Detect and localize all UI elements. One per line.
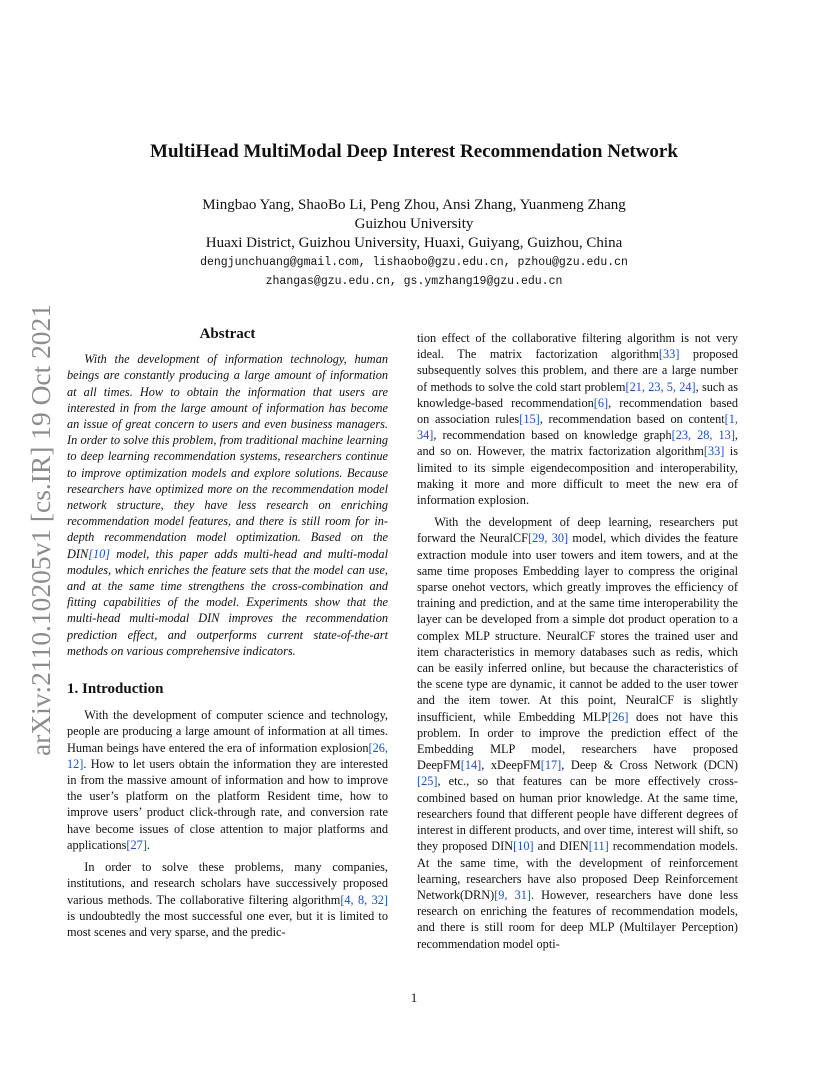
text-run: . However, researchers have done less research on enriching the features of recommendation models, and there is still room for deep MLP (Multilayer Perception) recommendation model opti- bbox=[417, 887, 738, 951]
citation-link[interactable]: [11] bbox=[588, 839, 609, 854]
author-affiliation: Guizhou University bbox=[354, 216, 474, 232]
page-number: 1 bbox=[410, 990, 418, 1005]
section-heading-introduction: 1. Introduction bbox=[67, 681, 164, 698]
author-block bbox=[60, 196, 768, 291]
author-emails-line-1: dengjunchuang@gmail.com, lishaobo@gzu.edu.cn, pzhou@gzu.edu.cn bbox=[200, 256, 628, 269]
abstract-text-part: With the development of information technology, human beings are constantly producing a large amount of information at all times. How to obtain the information that users are interested in from the large amount of information has become an issue of great concern to users and even business managers. In order to solve this problem, from traditional machine learning to deep learning recommendation systems, researchers continue to improve optimization models and explore solutions. Because researchers have optimized more on the recommendation model network structure, they have less research on enriching recommendation model features, and there is still room for in-depth recommendation model optimization. Based on the DIN bbox=[67, 352, 388, 561]
text-run: In order to solve these problems, many companies, institutions, and research scholars have successively proposed various methods. The collaborative filtering algorithm bbox=[67, 860, 388, 907]
abstract-heading: Abstract bbox=[199, 326, 256, 342]
citation-link[interactable]: [33] bbox=[658, 347, 680, 362]
text-run: , Deep & Cross Network (DCN) bbox=[561, 758, 739, 773]
right-column bbox=[417, 330, 738, 958]
text-run: is limited to its simple eigendecomposition and interoperability, making it more and more difficult to meet the new era of information explosion. bbox=[417, 444, 738, 508]
citation-link[interactable]: [26, 12] bbox=[67, 740, 388, 771]
paper-title: MultiHead MultiModal Deep Interest Recommendation Network bbox=[150, 141, 678, 162]
citation-link[interactable]: [25] bbox=[417, 774, 438, 789]
text-run: and DIEN bbox=[533, 839, 589, 854]
text-run: , xDeepFM bbox=[481, 758, 541, 773]
text-run: . How to let users obtain the information they are interested in from the massive amount of information and how to improve the user’s platform on the platform Resident time, how to improve users’ product click-through rate, and conversion rate have become issues of close attention to major platforms and applications bbox=[67, 756, 388, 852]
text-run: With the development of deep learning, researchers put forward the NeuralCF bbox=[417, 515, 738, 546]
citation-link[interactable]: [27] bbox=[126, 837, 147, 852]
text-run: is undoubtedly the most successful one ever, but it is limited to most scenes and very sparse, and the predic- bbox=[67, 908, 388, 939]
citation-link[interactable]: [17] bbox=[540, 758, 562, 773]
arxiv-identifier bbox=[16, 300, 64, 760]
text-run: With the development of computer science and technology, people are producing a large amount of information at all times. Human beings have entered the era of information explosion bbox=[67, 708, 388, 755]
citation-link[interactable]: [10] bbox=[88, 546, 111, 561]
text-run: , recommendation based on knowledge graph bbox=[433, 428, 672, 443]
citation-link[interactable]: [33] bbox=[703, 444, 725, 459]
author-names: Mingbao Yang, ShaoBo Li, Peng Zhou, Ansi Zhang, Yuanmeng Zhang bbox=[202, 197, 626, 213]
author-emails-line-2: zhangas@gzu.edu.cn, gs.ymzhang19@gzu.edu.cn bbox=[265, 275, 563, 288]
text-run: tion effect of the collaborative filtering algorithm is not very ideal. The matrix factorization algorithm bbox=[417, 331, 738, 362]
left-column bbox=[67, 326, 388, 946]
abstract-text-part: model, this paper adds multi-head and multi-modal modules, which enriches the feature sets that the model can use, and at the same time strengthens the cross-combination and fitting capabilities of the model. Experiments show that the multi-head multi-modal DIN improves the recommendation prediction effect, and outperforms current state-of-the-art methods on various comprehensive indicators. bbox=[67, 546, 388, 658]
text-run: proposed subsequently solves this problem, and there are a large number of methods to solve the cold start problem bbox=[417, 347, 739, 394]
text-run: , recommendation based on association rules bbox=[417, 395, 738, 427]
text-run: . bbox=[146, 837, 150, 852]
citation-link[interactable]: [23, 28, 13] bbox=[671, 428, 735, 443]
text-run: , etc., so that features can be more effectively cross-combined based on human prior knowledge. At the same time, researchers found that different people have different degrees of interest in different products, and over time, interest will shift, so they proposed DIN bbox=[417, 774, 738, 854]
citation-link[interactable]: [6] bbox=[593, 395, 609, 410]
text-run: does not have this problem. In order to improve the prediction effect of the Embedding MLP model, researchers have proposed DeepFM bbox=[417, 709, 739, 773]
citation-link[interactable]: [4, 8, 32] bbox=[340, 892, 388, 907]
abstract-text bbox=[67, 351, 388, 659]
citation-link[interactable]: [10] bbox=[513, 839, 534, 854]
text-run: , and so on. However, the matrix factorization algorithm bbox=[417, 428, 738, 459]
citation-link[interactable]: [21, 23, 5, 24] bbox=[625, 379, 696, 394]
citation-link[interactable]: [14] bbox=[460, 758, 482, 773]
citation-link[interactable]: [29, 30] bbox=[527, 531, 569, 546]
text-run: recommendation models. At the same time, with the development of reinforcement learning, researchers have also proposed Deep Reinforcement Network(DRN) bbox=[417, 839, 738, 902]
arxiv-identifier-text: arXiv:2110.10205v1 [cs.IR] 19 Oct 2021 bbox=[26, 311, 56, 756]
intro-paragraph-2 bbox=[67, 859, 388, 940]
citation-link[interactable]: [9, 31] bbox=[494, 887, 531, 902]
citation-link[interactable]: [15] bbox=[519, 412, 540, 427]
citation-link[interactable]: [26] bbox=[607, 709, 629, 724]
text-run: , such as knowledge-based recommendation bbox=[417, 379, 738, 410]
author-address: Huaxi District, Guizhou University, Huaxi, Guiyang, Guizhou, China bbox=[205, 235, 623, 251]
text-run: model, which divides the feature extraction module into user towers and item towers, and at the same time proposes Embedding layer to compress the original sparse onehot vectors, which greatly improves the efficiency of training and prediction, and at the same time interoperability the layer can be developed from a simple dot product operation to a complex MLP structure. NeuralCF stores the trained user and item characteristics in memory databases such as redis, which can be easily inferred online, but because the characteristics of the scene type are dynamic, it cannot be added to the user tower and the item tower. At this point, NeuralCF is slightly insufficient, while Embedding MLP bbox=[417, 531, 738, 724]
text-run: , recommendation based on content bbox=[539, 412, 725, 427]
citation-link[interactable]: [1, 34] bbox=[417, 412, 738, 443]
right-paragraph-1 bbox=[417, 330, 738, 508]
right-paragraph-2 bbox=[417, 514, 738, 951]
intro-paragraph-1 bbox=[67, 707, 388, 853]
